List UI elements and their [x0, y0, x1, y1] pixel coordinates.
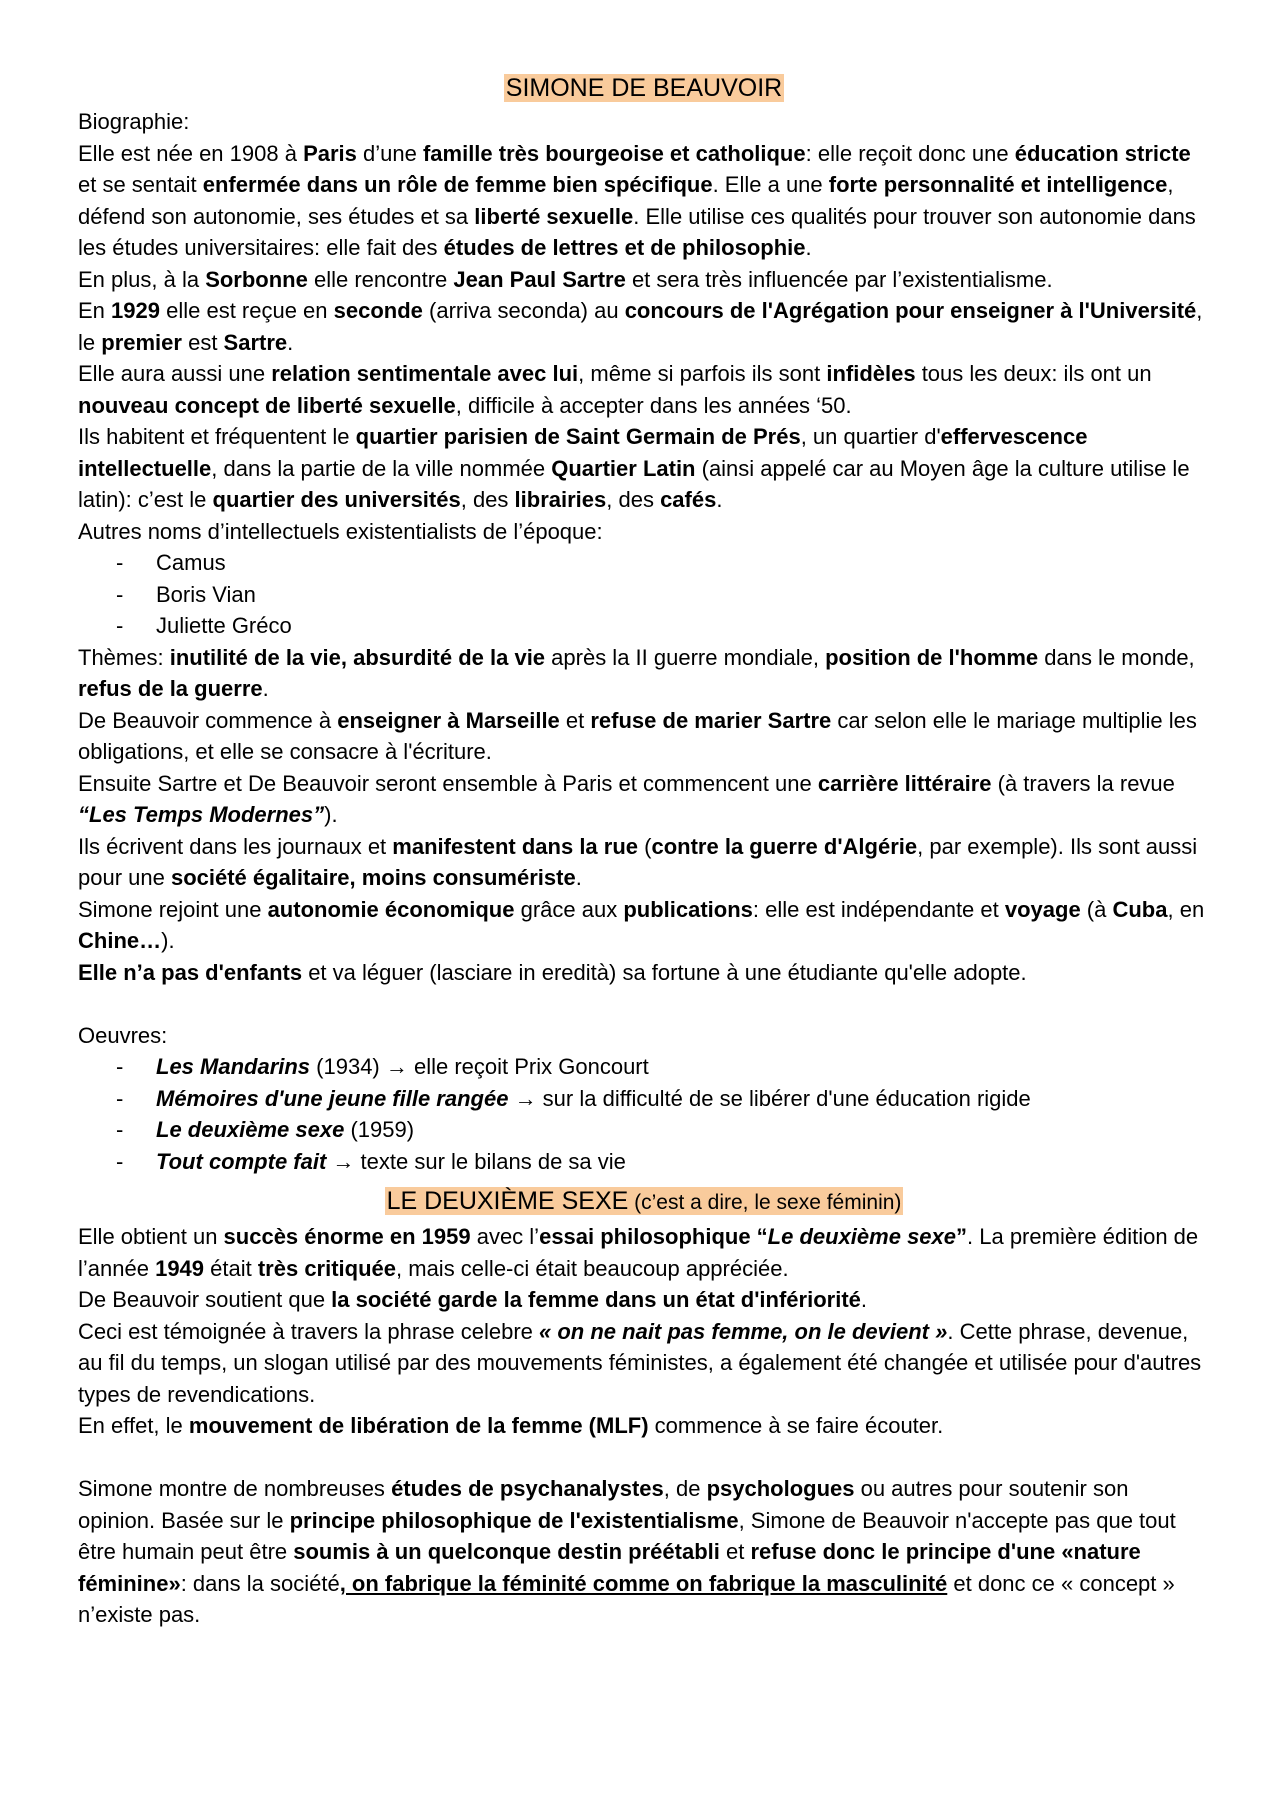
text-segment: succès énorme en 1959 [223, 1224, 471, 1249]
text-segment: : elle est indépendante et [752, 896, 1005, 922]
text-segment: , un quartier d' [800, 424, 941, 449]
text-segment: Elle aura aussi une [78, 361, 272, 386]
text-segment: Quartier Latin [551, 455, 696, 481]
list-item [78, 1146, 1210, 1178]
spacer [78, 988, 1210, 1020]
text-segment: . La première édition de l’année [78, 1224, 1199, 1281]
text-segment: quartier des universités [212, 487, 461, 512]
text-segment: cafés [660, 487, 717, 512]
text-segment: Le deuxième sexe [156, 1117, 345, 1142]
text-segment: enseigner à Marseille [337, 707, 560, 733]
paragraph [78, 264, 1210, 296]
text-segment: la société garde la femme dans un état d'infériorité [331, 1287, 861, 1312]
text-segment: → texte sur le bilans de sa vie [326, 1148, 626, 1174]
text-segment: effervescence intellectuelle [78, 424, 1088, 481]
text-segment: et donc ce « concept » n’existe pas. [78, 1570, 1175, 1627]
paragraph [78, 1473, 1210, 1631]
text-segment: infidèles [826, 361, 916, 386]
text-segment: inutilité de la vie, absurdité de la vie [169, 644, 546, 670]
text-segment: enfermée dans un rôle de femme bien spécifique [202, 172, 713, 197]
paragraph [78, 768, 1210, 831]
text-segment: mouvement de libération de la femme (MLF) [188, 1413, 649, 1438]
text-segment: psychologues [706, 1476, 855, 1501]
text-segment: . [860, 1287, 868, 1312]
text-segment: . Cette phrase, devenue, au fil du temps, un slogan utilisé par des mouvements féministes, a également été changée et utilisée pour d'autres types de revendications. [78, 1318, 1202, 1407]
text-segment: Ils écrivent dans les journaux et [78, 833, 393, 859]
text-segment: → sur la difficulté de se libérer d'une éducation rigide [508, 1085, 1031, 1111]
dash-bullet-icon: - [116, 1117, 124, 1142]
text-segment: refuse donc le principe d'une «nature féminine» [78, 1539, 1141, 1596]
text-segment: , dans la partie de la ville nommée [211, 455, 552, 481]
text-segment: voyage [1004, 896, 1081, 922]
existentialism-paragraphs [78, 1473, 1210, 1631]
oeuvres-list [78, 1051, 1210, 1177]
text-segment: (ainsi appelé car au Moyen âge la culture utilise le latin): c’est le [78, 455, 1190, 512]
text-segment: . [805, 235, 812, 260]
paragraph [78, 705, 1210, 768]
text-segment: ). [324, 802, 338, 827]
text-segment: 1929 [111, 298, 160, 323]
dash-bullet-icon: - [116, 1148, 124, 1174]
text-segment: Les Mandarins [156, 1054, 311, 1079]
paragraph [78, 295, 1210, 358]
paragraph [78, 1221, 1210, 1284]
text-segment: , défend son autonomie, ses études et sa [78, 172, 1174, 229]
text-segment: Paris [303, 140, 357, 166]
text-segment: position de l'homme [825, 644, 1039, 670]
text-segment: est [181, 329, 224, 355]
text-segment: manifestent dans la rue [392, 833, 639, 859]
text-segment: En [78, 298, 112, 323]
text-segment: « on ne nait pas femme, on le devient » [539, 1318, 948, 1344]
text-segment: De Beauvoir commence à [78, 707, 338, 733]
text-segment: essai philosophique “ [539, 1224, 768, 1249]
text-segment: et se sentait [78, 172, 203, 197]
text-segment: grâce aux [514, 896, 624, 922]
list-item [78, 579, 1210, 611]
text-segment: seconde [333, 298, 423, 323]
text-segment: Elle obtient un [78, 1224, 224, 1249]
list-item [78, 1114, 1210, 1146]
text-segment: Simone montre de nombreuses [78, 1476, 392, 1501]
intellectuals-list [78, 547, 1210, 642]
text-segment: , mais celle-ci était beaucoup appréciée. [396, 1255, 789, 1281]
section-title [385, 1187, 904, 1215]
section-title-subtitle: (c’est a dire, le sexe féminin) [628, 1191, 902, 1214]
text-segment: , même si parfois ils sont [578, 361, 827, 386]
text-segment: (arriva seconda) au [422, 298, 625, 323]
text-segment: liberté sexuelle [474, 203, 634, 229]
text-segment: (à [1080, 896, 1113, 922]
document-page [78, 70, 1210, 1631]
text-segment: d’une [356, 140, 423, 166]
text-segment: , on fabrique la féminité comme on fabrique la masculinité [339, 1570, 948, 1596]
text-segment: De Beauvoir soutient que [78, 1287, 332, 1312]
text-segment: Autres noms d’intellectuels existentialists de l’époque: [78, 518, 603, 544]
text-segment: avec l’ [470, 1224, 540, 1249]
text-segment: Simone rejoint une [78, 896, 268, 922]
text-segment: Sorbonne [205, 266, 308, 292]
text-segment: et sera très influencée par l’existentialisme. [625, 266, 1053, 292]
text-segment: société égalitaire, moins consumériste [170, 865, 576, 890]
biography-paragraphs-continued [78, 642, 1210, 989]
text-segment: Ils habitent et fréquentent le [78, 424, 356, 449]
text-segment: Thèmes: [78, 644, 170, 670]
text-segment: Tout compte fait [156, 1148, 327, 1174]
text-segment: En plus, à la [78, 266, 206, 292]
text-segment: (1959) [344, 1117, 415, 1142]
text-segment: et [719, 1539, 751, 1564]
text-segment: (1934) → elle reçoit Prix Goncourt [310, 1054, 649, 1079]
text-segment: nouveau concept de liberté sexuelle [78, 392, 456, 418]
text-segment: relation sentimentale avec lui [271, 361, 579, 386]
text-segment: , par exemple). Ils sont aussi pour une [78, 833, 1198, 890]
oeuvres-label: Oeuvres: [78, 1022, 168, 1048]
text-segment: quartier parisien de Saint Germain de Prés [355, 424, 801, 449]
text-segment: études de psychanalystes [391, 1476, 664, 1501]
list-item [78, 1051, 1210, 1083]
text-segment: 1949 [155, 1255, 205, 1281]
dash-bullet-icon: - [116, 1085, 124, 1111]
title-section [78, 70, 1210, 106]
text-segment: Chine… [78, 928, 162, 953]
text-segment: famille très bourgeoise et catholique [422, 140, 806, 166]
text-segment: était [204, 1255, 258, 1281]
text-segment: après la II guerre mondiale, [545, 644, 826, 670]
text-segment: ). [161, 928, 175, 953]
text-segment: Juliette Gréco [156, 613, 292, 638]
paragraph [78, 831, 1210, 894]
text-segment: Jean Paul Sartre [453, 266, 626, 292]
text-segment: refuse de marier Sartre [590, 707, 832, 733]
text-segment: tous les deux: ils ont un [915, 361, 1152, 386]
text-segment: et [559, 707, 591, 733]
text-segment: publications [623, 896, 753, 922]
text-segment: principe philosophique de l'existentialisme [289, 1507, 739, 1533]
text-segment: . [575, 865, 582, 890]
text-segment: Cuba [1112, 896, 1168, 922]
paragraph [78, 358, 1210, 421]
paragraph [78, 894, 1210, 957]
text-segment: , des [460, 487, 515, 512]
dash-bullet-icon: - [116, 613, 124, 638]
dash-bullet-icon: - [116, 550, 124, 575]
section-title-main: LE DEUXIÈME SEXE [386, 1187, 629, 1215]
paragraph [78, 516, 1210, 548]
deuxieme-sexe-paragraphs [78, 1221, 1210, 1442]
page-title: SIMONE DE BEAUVOIR [505, 74, 783, 102]
dash-bullet-icon: - [116, 581, 124, 607]
text-segment: Ensuite Sartre et De Beauvoir seront ensemble à Paris et commencent une [78, 770, 818, 796]
text-segment: Mémoires d'une jeune fille rangée [156, 1085, 509, 1111]
paragraph [78, 1316, 1210, 1411]
text-segment: “Les Temps Modernes” [78, 802, 325, 827]
text-segment: . Elle a une [712, 172, 829, 197]
text-segment: très critiquée [257, 1255, 397, 1281]
paragraph [78, 421, 1210, 516]
text-segment: Ceci est témoignée à travers la phrase celebre [78, 1318, 540, 1344]
paragraph [78, 138, 1210, 264]
text-segment: , en [1167, 896, 1205, 922]
list-item [78, 547, 1210, 579]
text-segment: éducation stricte [1014, 140, 1191, 166]
text-segment: dans le monde, [1038, 644, 1195, 670]
text-segment: : dans la société [180, 1570, 340, 1596]
biography-paragraphs [78, 138, 1210, 548]
text-segment: . Elle utilise ces qualités pour trouver son autonomie dans les études universitaires: elle fait des [78, 203, 1196, 260]
text-segment: Le deuxième sexe [767, 1224, 957, 1249]
biography-label: Biographie: [78, 109, 190, 134]
text-segment: , Simone de Beauvoir n'accepte pas que tout être humain peut être [78, 1507, 1176, 1564]
text-segment: , difficile à accepter dans les années ‘50. [455, 392, 852, 418]
text-segment: et va léguer (lasciare in eredità) sa fortune à une étudiante qu'elle adopte. [302, 959, 1027, 985]
paragraph [78, 642, 1210, 705]
paragraph [78, 1284, 1210, 1316]
text-segment: : elle reçoit donc une [805, 140, 1015, 166]
text-segment: carrière littéraire [817, 770, 992, 796]
text-segment: ou autres pour soutenir son opinion. Basée sur le [78, 1476, 1129, 1533]
text-segment: autonomie économique [267, 896, 515, 922]
text-segment: soumis à un quelconque destin préétabli [293, 1539, 720, 1564]
text-segment: , des [606, 487, 661, 512]
text-segment: refus de la guerre [78, 676, 263, 701]
text-segment: elle rencontre [307, 266, 454, 292]
text-segment: Sartre [223, 329, 288, 355]
text-segment: . [287, 329, 294, 355]
text-segment: Elle est née en 1908 à [78, 140, 304, 166]
text-segment: En effet, le [78, 1413, 189, 1438]
text-segment: Elle n’a pas d'enfants [78, 959, 303, 985]
text-segment: . [262, 676, 269, 701]
text-segment: librairies [514, 487, 607, 512]
dash-bullet-icon: - [116, 1054, 124, 1079]
text-segment: Camus [156, 550, 226, 575]
text-segment: contre la guerre d'Algérie [651, 833, 918, 859]
text-segment: concours de l'Agrégation pour enseigner à l'Université [624, 298, 1197, 323]
text-segment: , le [78, 298, 1203, 355]
text-segment: ( [638, 833, 652, 859]
spacer [78, 1442, 1210, 1474]
section-title-section [78, 1183, 1210, 1221]
text-segment: (à travers la revue [991, 770, 1175, 796]
list-item [78, 1083, 1210, 1115]
text-segment: commence à se faire écouter. [648, 1413, 944, 1438]
list-item [78, 610, 1210, 642]
paragraph [78, 957, 1210, 989]
text-segment: forte personnalité et intelligence [828, 172, 1168, 197]
text-segment: Boris Vian [156, 581, 256, 607]
paragraph [78, 1410, 1210, 1442]
text-segment: études de lettres et de philosophie [443, 235, 806, 260]
text-segment: premier [101, 329, 182, 355]
text-segment: elle est reçue en [159, 298, 334, 323]
text-segment: , de [663, 1476, 707, 1501]
text-segment: ” [956, 1224, 968, 1249]
text-segment: car selon elle le mariage multiplie les obligations, et elle se consacre à l'écriture. [78, 707, 1197, 764]
text-segment: . [716, 487, 723, 512]
